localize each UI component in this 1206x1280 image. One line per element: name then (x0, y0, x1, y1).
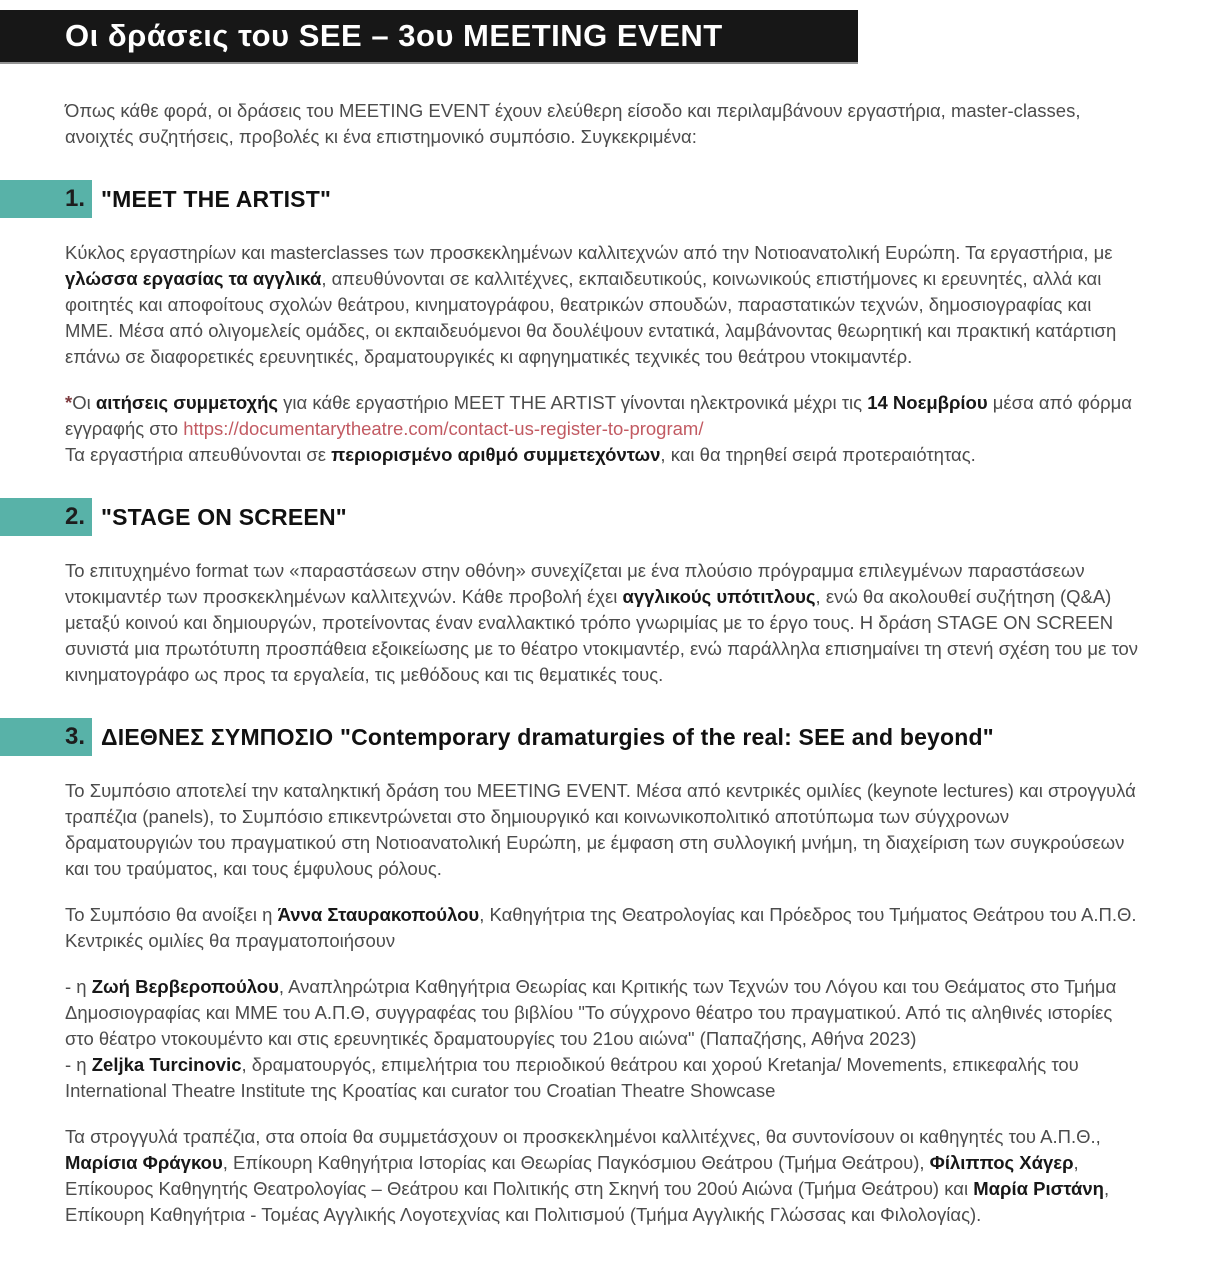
text-run: , Καθηγήτρια της Θεατρολογίας και Πρόεδρος του Τμήματος Θεάτρου του Α.Π.Θ. Κεντρικές ομιλίες θα πραγματοποιήσουν (65, 904, 1137, 951)
paragraph (65, 240, 1140, 370)
text-run: Οι (72, 392, 96, 413)
text-run: - η (65, 976, 92, 997)
section-1-number: 1. (64, 185, 85, 212)
section-2-body (65, 558, 1140, 688)
text-run: , απευθύνονται σε καλλιτέχνες, εκπαιδευτικούς, κοινωνικούς επιστήμονες κι ερευνητές, αλλά και φοιτητές και αποφοίτους σχολών θεάτρου, κινηματογράφου, θεατρικών σπουδών, παραστατικών τεχνών, δημοσιογραφίας και ΜΜΕ. Μέσα από ολιγομελείς ομάδες, οι εκπαιδευόμενοι θα δουλέψουν εντατικά, λαμβάνοντας θεωρητική και πρακτική κατάρτιση επάνω σε διαφορετικές ερευνητικές, δραματουργικές κι αφηγηματικές τεχνικές του θεάτρου ντοκιμαντέρ. (65, 268, 1117, 367)
bold-text: Zeljka Turcinovic (91, 1054, 242, 1075)
register-link[interactable]: https://documentarytheatre.com/contact-us-register-to-program/ (183, 418, 704, 439)
page-title: Οι δράσεις του SEE – 3ου MEETING EVENT (65, 18, 723, 53)
text-run: , Επίκουρη Καθηγήτρια - Τομέας Αγγλικής Λογοτεχνίας και Πολιτισμού (Τμήμα Αγγλικής Γλώσσας και Φιλολογίας). (65, 1178, 1110, 1225)
text-run: μέσα από φόρμα εγγραφής στο (65, 392, 1132, 439)
text-run: , Επίκουρη Καθηγήτρια Ιστορίας και Θεωρίας Παγκόσμιου Θεάτρου (Τμήμα Θεάτρου), (222, 1152, 930, 1173)
section-1-body (65, 240, 1140, 468)
section-1-title: "MEET THE ARTIST" (101, 185, 332, 212)
bold-text: Φίλιππος Χάγερ (929, 1152, 1074, 1173)
bold-text: Άννα Σταυρακοπούλου (277, 904, 480, 925)
section-3-body (65, 778, 1140, 1228)
text-run: * (65, 392, 73, 413)
section-3-heading-row (0, 718, 1140, 756)
paragraph (65, 390, 1140, 468)
section-stage-on-screen (65, 498, 1140, 688)
bold-text: περιορισμένο αριθμό συμμετεχόντων (331, 444, 661, 465)
paragraph (65, 558, 1140, 688)
paragraph (65, 902, 1140, 954)
bold-text: Μαρίσια Φράγκου (65, 1152, 223, 1173)
text-run: Κύκλος εργαστηρίων και masterclasses των προσκεκλημένων καλλιτεχνών από την Νοτιοανατολική Ευρώπη. Τα εργαστήρια, με (65, 242, 1113, 263)
paragraph (65, 778, 1140, 882)
text-run: , δραματουργός, επιμελήτρια του περιοδικού θεάτρου και χορού Kretanja/ Movements, επικεφαλής του International Theatre Institute της Κροατίας και curator του Croatian Theatre Showcase (65, 1054, 1079, 1101)
text-run: Τα στρογγυλά τραπέζια, στα οποία θα συμμετάσχουν οι προσκεκλημένοι καλλιτέχνες, θα συντονίσουν οι καθηγητές του Α.Π.Θ., (65, 1126, 1101, 1147)
section-1-heading-row (0, 180, 1140, 218)
section-2-number-chip (0, 498, 92, 536)
text-run: , και θα τηρηθεί σειρά προτεραιότητας. (660, 444, 976, 465)
text-run: Το Συμπόσιο αποτελεί την καταληκτική δράση του MEETING EVENT. Μέσα από κεντρικές ομιλίες (keynote lectures) και στρογγυλά τραπέζια (panels), το Συμπόσιο επικεντρώνεται στο δημιουργικό και κοινωνικοπολιτικό αποτύπωμα των σύγχρονων δραματουργιών του πραγματικού στη Νοτιοανατολική Ευρώπη, με έμφαση στη συλλογική μνήμη, τη διαχείριση των συγκρούσεων και του τραύματος, και τους έμφυλους ρόλους. (65, 780, 1136, 879)
paragraph (65, 974, 1140, 1104)
header-bar (0, 10, 858, 62)
section-3-title: ΔΙΕΘΝΕΣ ΣΥΜΠΟΣΙΟ "Contemporary dramaturgies of the real: SEE and beyond" (101, 723, 994, 750)
bold-text: αγγλικούς υπότιτλους (622, 586, 816, 607)
section-1-number-chip (0, 180, 92, 218)
section-3-number-chip (0, 718, 92, 756)
text-run: Όπως κάθε φορά, οι δράσεις του MEETING EVENT έχουν ελεύθερη είσοδο και περιλαμβάνουν εργαστήρια, master-classes, ανοιχτές συζητήσεις, προβολές κι ένα επιστημονικό συμπόσιο. Συγκεκριμένα: (65, 100, 1081, 147)
section-2-number: 2. (64, 503, 85, 530)
section-meet-the-artist (65, 180, 1140, 468)
section-symposium (65, 718, 1140, 1228)
text-run: Το Συμπόσιο θα ανοίξει η (65, 904, 278, 925)
paragraph (65, 98, 1140, 150)
text-run: , Αναπληρώτρια Καθηγήτρια Θεωρίας και Κριτικής των Τεχνών του Λόγου και του Θεάματος στο Τμήμα Δημοσιογραφίας και ΜΜΕ του Α.Π.Θ, συγγραφέας του βιβλίου "Το σύγχρονο θέατρο του πραγματικού. Από τις αληθινές ιστορίες στο θέατρο ντοκουμέντο και στις ερευνητικές δραματουργίες του 21ου αιώνα" (Παπαζήσης, Αθήνα 2023) (65, 976, 1117, 1049)
intro-paragraph (65, 98, 1140, 150)
text-run: , Επίκουρος Καθηγητής Θεατρολογίας – Θεάτρου και Πολιτικής στη Σκηνή του 20ού Αιώνα (Τμήμα Θεάτρου) και (65, 1152, 1079, 1199)
section-3-number: 3. (64, 723, 85, 750)
text-run: - η (65, 1054, 92, 1075)
text-run: , ενώ θα ακολουθεί συζήτηση (Q&A) μεταξύ κοινού και δημιουργών, προτείνοντας έναν εναλλακτικό τρόπο γνωριμίας με το έργο τους. Η δράση STAGE ON SCREEN συνιστά μια πρωτότυπη προσπάθεια εξοικείωσης με το θέατρο ντοκιμαντέρ, ενώ παράλληλα επισημαίνει τη στενή σχέση του με τον κινηματογράφο ως προς τα εργαλεία, τις μεθόδους και τις θεματικές τους. (65, 586, 1139, 685)
section-2-title: "STAGE ON SCREEN" (101, 503, 347, 530)
bold-text: 14 Νοεμβρίου (867, 392, 988, 413)
text-run: Τα εργαστήρια απευθύνονται σε (65, 444, 332, 465)
text-run: Το επιτυχημένο format των «παραστάσεων στην οθόνη» συνεχίζεται με ένα πλούσιο πρόγραμμα επιλεγμένων παραστάσεων ντοκιμαντέρ των προσκεκλημένων καλλιτεχνών. Κάθε προβολή έχει (65, 560, 1085, 607)
bold-text: γλώσσα εργασίας τα αγγλικά (65, 268, 322, 289)
bold-text: Ζωή Βερβεροπούλου (91, 976, 279, 997)
section-2-heading-row (0, 498, 1140, 536)
document-content (0, 62, 1206, 1252)
bold-text: Μαρία Ριστάνη (973, 1178, 1104, 1199)
bold-text: αιτήσεις συμμετοχής (95, 392, 279, 413)
text-run: για κάθε εργαστήριο MEET THE ARTIST γίνονται ηλεκτρονικά μέχρι τις (278, 392, 868, 413)
paragraph (65, 1124, 1140, 1228)
